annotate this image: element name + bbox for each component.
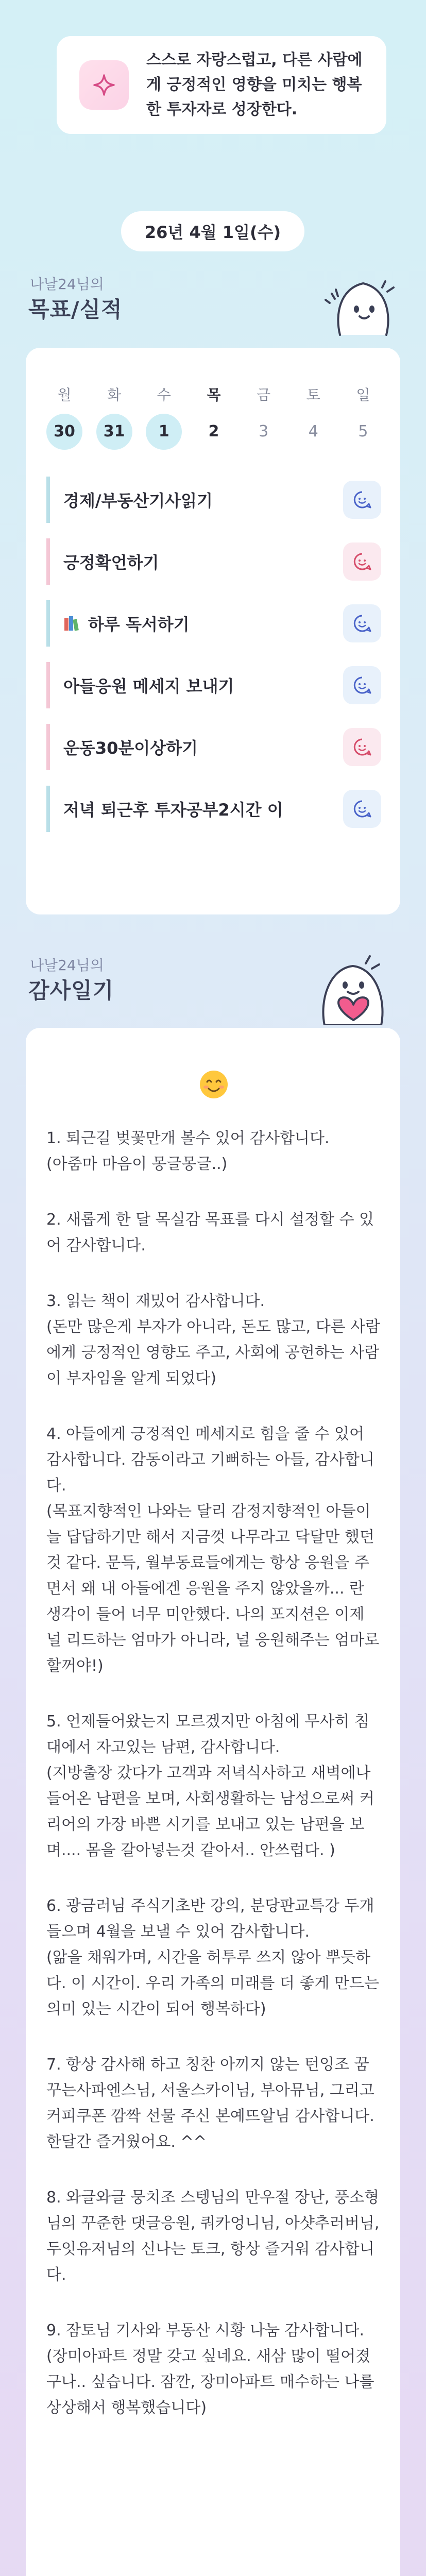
gratitude-note: (앎을 채워가며, 시간을 허투루 쓰지 않아 뿌듯하다. 이 시간이. 우리 가족의 미래를 더 좋게 만드는 의미 있는 시간이 되어 행복하다) [46, 1948, 379, 2018]
calendar-day[interactable]: 31 [96, 414, 132, 450]
weekday-tue: 화 [107, 386, 122, 403]
gratitude-note: (목표지향적인 나와는 달리 감정지향적인 아들이 늘 답답하기만 해서 지금껏 나무라고 닥달만 했던것 같다. 문득, 월부동료들에게는 항상 응원을 주면서 왜 내 아들에겐 응원을 주지 않았을까... 란 생각이 들어 너무 미안했다. 나의 포지션은 이제 널 리드하는 엄마가 아니라, 널 응원해주는 엄마로 할꺼야!) [46, 1502, 380, 1675]
smile-chat-icon[interactable] [343, 728, 381, 766]
goal-label-row [63, 612, 343, 636]
goal-list [46, 477, 381, 848]
smiling-face-icon [198, 1069, 229, 1102]
smile-chat-icon[interactable] [343, 666, 381, 704]
gratitude-entry [46, 1126, 381, 1177]
goal-label: 운동30분이상하기 [63, 738, 198, 758]
heart-mascot-icon [304, 948, 402, 1025]
sparkle-icon [79, 60, 129, 110]
gratitude-note: (지방출장 갔다가 고객과 저녁식사하고 새벽에나 들어온 남편을 보며, 사회생활하는 남성으로써 커리어의 가장 바쁜 시기를 보내고 있는 남편을 보며.... 몸을 갈아넣는것 같아서.. 안쓰럽다. ) [46, 1764, 374, 1859]
goals-owner: 나날24님의 [30, 276, 104, 293]
weekday-sat: 토 [306, 386, 320, 403]
gratitude-text: 7. 항상 감사해 하고 칭찬 아끼지 않는 턴잉조 꿈꾸는사파엔스님, 서울스카이님, 부아뮤님, 그리고 커피쿠폰 깜짝 선물 주신 본예뜨알님 감사합니다. 한달간 즐거웠어요. ^^ [46, 2056, 374, 2151]
goal-item[interactable] [46, 600, 381, 647]
gratitude-entry [46, 1421, 381, 1679]
gratitude-card [26, 1028, 400, 2576]
weekday-sun: 일 [356, 386, 370, 403]
gratitude-text: 8. 와글와글 뭉치조 스텡님의 만우절 장난, 풍소형님의 꾸준한 댓글응원, 쿼카엉니님, 아샷추러버님, 두잇유저님의 신나는 토크, 항상 즐거워 감사합니다. [46, 2189, 380, 2284]
gratitude-note: (장미아파트 정말 갖고 싶네요. 새삼 많이 떨어졌구나.. 싶습니다. 잠깐, 장미아파트 매수하는 나를 상상해서 행복했습니다) [46, 2347, 374, 2417]
gratitude-text: 6. 광금러님 주식기초반 강의, 분당판교특강 두개 들으며 4월을 보낼 수 있어 감사합니다. [46, 1897, 374, 1941]
goals-section-title: 목표/실적 [28, 297, 123, 322]
mission-banner [57, 36, 386, 134]
calendar-day-selected[interactable]: 1 [146, 414, 182, 450]
calendar-day[interactable]: 2 [208, 422, 219, 440]
goal-item[interactable] [46, 538, 381, 585]
smile-chat-icon[interactable] [343, 604, 381, 642]
weekday-thu: 목 [207, 386, 221, 403]
gratitude-text: 5. 언제들어왔는지 모르겠지만 아침에 무사히 침대에서 자고있는 남편, 감사합니다. [46, 1713, 369, 1756]
gratitude-text: 2. 새롭게 한 달 목실감 목표를 다시 설정할 수 있어 감사합니다. [46, 1211, 374, 1255]
calendar-day[interactable]: 30 [46, 414, 82, 450]
gratitude-entry [46, 2052, 381, 2155]
gratitude-section-title: 감사일기 [28, 978, 114, 1003]
gratitude-entry [46, 1709, 381, 1863]
smile-chat-icon[interactable] [343, 790, 381, 828]
gratitude-owner: 나날24님의 [30, 957, 104, 974]
gratitude-list [46, 1126, 381, 2451]
books-icon [63, 615, 82, 636]
date-selector[interactable]: 26년 4월 1일(수) [121, 211, 304, 251]
goals-card [26, 348, 400, 914]
calendar-day[interactable]: 5 [358, 422, 368, 440]
goal-label: 경제/부동산기사읽기 [63, 491, 213, 511]
goal-item[interactable] [46, 786, 381, 832]
gratitude-text: 3. 읽는 책이 재밌어 감사합니다. [46, 1292, 265, 1310]
goal-item[interactable] [46, 477, 381, 523]
gratitude-note: (돈만 많은게 부자가 아니라, 돈도 많고, 다른 사람에게 긍정적인 영향도 주고, 사회에 공헌하는 사람이 부자임을 알게 되었다) [46, 1318, 381, 1387]
gratitude-text: 4. 아들에게 긍정적인 메세지로 힘을 줄 수 있어 감사합니다. 감동이라고 기뻐하는 아들, 감사합니다. [46, 1425, 374, 1495]
gratitude-entry [46, 1893, 381, 2022]
goal-label: 저녁 퇴근후 투자공부2시간 이 [63, 800, 283, 820]
goal-label: 긍정확언하기 [63, 553, 159, 572]
goal-item[interactable] [46, 724, 381, 770]
gratitude-entry [46, 1207, 381, 1259]
weekday-wed: 수 [157, 386, 171, 403]
calendar-day[interactable]: 4 [308, 422, 318, 440]
gratitude-entry [46, 2318, 381, 2421]
goal-item[interactable] [46, 662, 381, 708]
goal-label: 아들응원 메세지 보내기 [63, 676, 234, 696]
calendar-day[interactable]: 3 [259, 422, 269, 440]
smile-chat-icon[interactable] [343, 481, 381, 519]
weekday-fri: 금 [257, 386, 271, 403]
week-calendar [46, 384, 381, 450]
mascot-icon [325, 268, 402, 340]
gratitude-note: (아줌마 마음이 몽글몽글..) [46, 1155, 228, 1173]
smile-chat-icon[interactable] [343, 543, 381, 581]
gratitude-entry [46, 1289, 381, 1392]
gratitude-text: 1. 퇴근길 벚꽃만개 볼수 있어 감사합니다. [46, 1129, 330, 1147]
gratitude-entry [46, 2185, 381, 2288]
goal-label: 하루 독서하기 [88, 614, 190, 634]
gratitude-text: 9. 잠토님 기사와 부동산 시황 나눔 감사합니다. [46, 2321, 365, 2340]
weekday-mon: 월 [57, 386, 72, 403]
mission-text: 스스로 자랑스럽고, 다른 사람에게 긍정적인 영향을 미치는 행복한 투자자로 성장한다. [146, 51, 363, 118]
